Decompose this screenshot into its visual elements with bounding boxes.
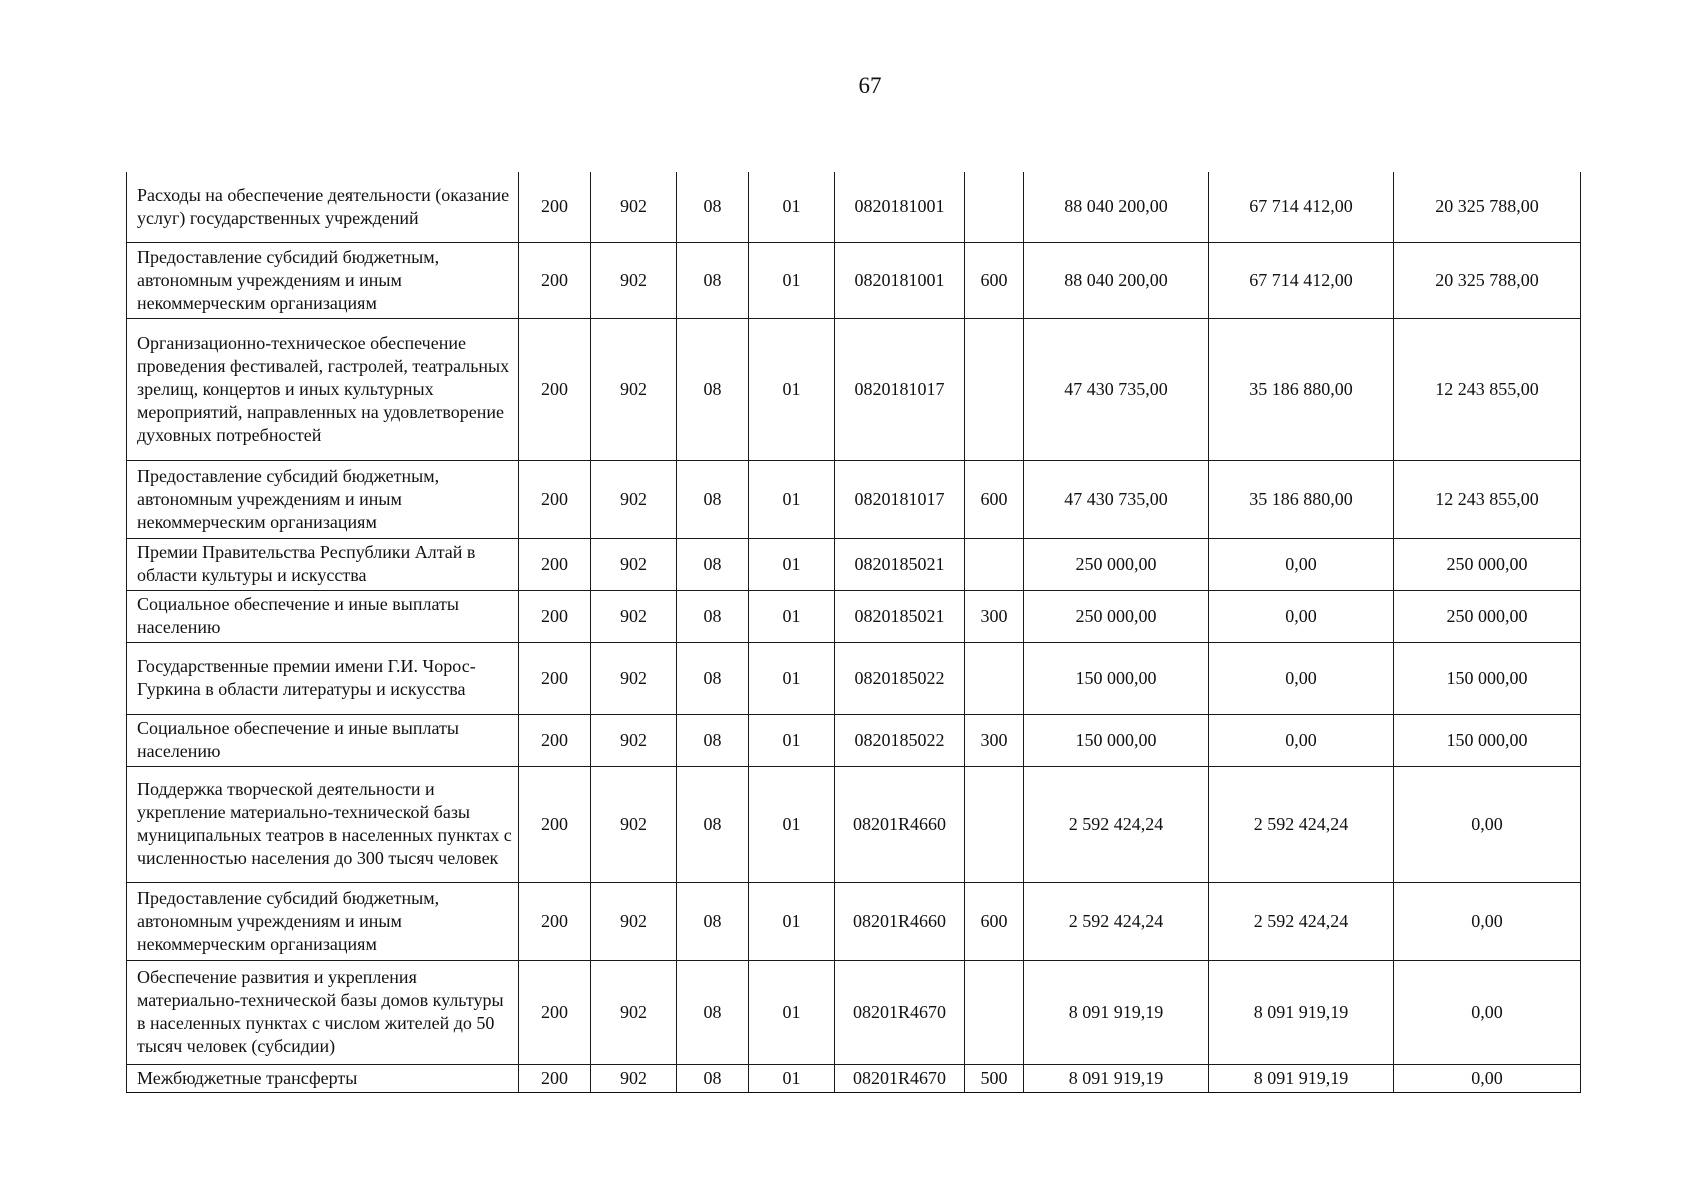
amount-total-cell: 250 000,00 — [1024, 538, 1209, 590]
expense-name-cell: Поддержка творческой деятельности и укрепление материально-технической базы муниципальных театров в населенных пунктах с численностью населения до 300 тысяч человек — [127, 766, 519, 882]
expense-name-cell: Предоставление субсидий бюджетным, автономным учреждениям и иным некоммерческим организациям — [127, 460, 519, 538]
amount-regional-cell: 0,00 — [1394, 1064, 1581, 1092]
amount-total-cell: 47 430 735,00 — [1024, 460, 1209, 538]
table-row — [127, 538, 1581, 590]
expense-name-cell: Расходы на обеспечение деятельности (оказание услуг) государственных учреждений — [127, 172, 519, 242]
ministry-cell: 902 — [591, 590, 677, 642]
amount-federal-cell: 8 091 919,19 — [1209, 1064, 1394, 1092]
amount-regional-cell: 12 243 855,00 — [1394, 318, 1581, 460]
amount-federal-cell: 67 714 412,00 — [1209, 242, 1394, 318]
subsection-cell: 01 — [749, 960, 835, 1064]
expense-name-cell: Межбюджетные трансферты — [127, 1064, 519, 1092]
target-article-cell: 0820185021 — [835, 538, 965, 590]
code-cell: 200 — [519, 1064, 591, 1092]
page-number: 67 — [858, 73, 882, 98]
target-article-cell: 0820185021 — [835, 590, 965, 642]
amount-regional-cell: 12 243 855,00 — [1394, 460, 1581, 538]
target-article-cell: 0820181017 — [835, 460, 965, 538]
ministry-cell: 902 — [591, 538, 677, 590]
section-cell: 08 — [677, 1064, 749, 1092]
amount-regional-cell: 150 000,00 — [1394, 642, 1581, 714]
amount-federal-cell: 0,00 — [1209, 590, 1394, 642]
ministry-cell: 902 — [591, 960, 677, 1064]
table-row — [127, 766, 1581, 882]
expense-name-cell: Обеспечение развития и укрепления материально-технической базы домов культуры в населенных пунктах с числом жителей до 50 тысяч человек (субсидии) — [127, 960, 519, 1064]
table-row — [127, 882, 1581, 960]
code-cell: 200 — [519, 960, 591, 1064]
code-cell: 200 — [519, 882, 591, 960]
amount-total-cell: 88 040 200,00 — [1024, 172, 1209, 242]
expense-name-cell: Государственные премии имени Г.И. Чорос-Гуркина в области литературы и искусства — [127, 642, 519, 714]
amount-federal-cell: 2 592 424,24 — [1209, 882, 1394, 960]
section-cell: 08 — [677, 460, 749, 538]
section-cell: 08 — [677, 766, 749, 882]
expense-type-cell: 600 — [965, 460, 1024, 538]
amount-regional-cell: 250 000,00 — [1394, 590, 1581, 642]
amount-total-cell: 2 592 424,24 — [1024, 882, 1209, 960]
subsection-cell: 01 — [749, 538, 835, 590]
amount-regional-cell: 0,00 — [1394, 766, 1581, 882]
amount-federal-cell: 2 592 424,24 — [1209, 766, 1394, 882]
subsection-cell: 01 — [749, 172, 835, 242]
table-row — [127, 642, 1581, 714]
subsection-cell: 01 — [749, 242, 835, 318]
table-row — [127, 714, 1581, 766]
code-cell: 200 — [519, 538, 591, 590]
ministry-cell: 902 — [591, 642, 677, 714]
code-cell: 200 — [519, 766, 591, 882]
ministry-cell: 902 — [591, 882, 677, 960]
code-cell: 200 — [519, 242, 591, 318]
amount-total-cell: 88 040 200,00 — [1024, 242, 1209, 318]
target-article-cell: 0820181017 — [835, 318, 965, 460]
expense-type-cell — [965, 172, 1024, 242]
table-row — [127, 172, 1581, 242]
expense-type-cell: 300 — [965, 590, 1024, 642]
section-cell: 08 — [677, 960, 749, 1064]
section-cell: 08 — [677, 714, 749, 766]
section-cell: 08 — [677, 538, 749, 590]
amount-regional-cell: 150 000,00 — [1394, 714, 1581, 766]
ministry-cell: 902 — [591, 318, 677, 460]
target-article-cell: 08201R4660 — [835, 882, 965, 960]
target-article-cell: 0820181001 — [835, 242, 965, 318]
section-cell: 08 — [677, 882, 749, 960]
target-article-cell: 0820181001 — [835, 172, 965, 242]
amount-total-cell: 150 000,00 — [1024, 642, 1209, 714]
expense-type-cell — [965, 538, 1024, 590]
amount-federal-cell: 0,00 — [1209, 642, 1394, 714]
target-article-cell: 0820185022 — [835, 642, 965, 714]
expense-type-cell — [965, 642, 1024, 714]
subsection-cell: 01 — [749, 642, 835, 714]
table-body — [127, 172, 1581, 1092]
section-cell: 08 — [677, 242, 749, 318]
section-cell: 08 — [677, 172, 749, 242]
amount-total-cell: 47 430 735,00 — [1024, 318, 1209, 460]
table-row — [127, 242, 1581, 318]
code-cell: 200 — [519, 590, 591, 642]
amount-total-cell: 250 000,00 — [1024, 590, 1209, 642]
code-cell: 200 — [519, 172, 591, 242]
code-cell: 200 — [519, 642, 591, 714]
subsection-cell: 01 — [749, 766, 835, 882]
ministry-cell: 902 — [591, 1064, 677, 1092]
expense-type-cell — [965, 960, 1024, 1064]
amount-regional-cell: 250 000,00 — [1394, 538, 1581, 590]
subsection-cell: 01 — [749, 590, 835, 642]
subsection-cell: 01 — [749, 882, 835, 960]
expense-name-cell: Предоставление субсидий бюджетным, автономным учреждениям и иным некоммерческим организациям — [127, 242, 519, 318]
expense-name-cell: Предоставление субсидий бюджетным, автономным учреждениям и иным некоммерческим организациям — [127, 882, 519, 960]
section-cell: 08 — [677, 318, 749, 460]
code-cell: 200 — [519, 460, 591, 538]
expense-name-cell: Социальное обеспечение и иные выплаты населению — [127, 590, 519, 642]
amount-total-cell: 2 592 424,24 — [1024, 766, 1209, 882]
expense-type-cell: 300 — [965, 714, 1024, 766]
amount-regional-cell: 20 325 788,00 — [1394, 242, 1581, 318]
table-row — [127, 1064, 1581, 1092]
amount-regional-cell: 0,00 — [1394, 882, 1581, 960]
ministry-cell: 902 — [591, 766, 677, 882]
subsection-cell: 01 — [749, 714, 835, 766]
section-cell: 08 — [677, 590, 749, 642]
subsection-cell: 01 — [749, 460, 835, 538]
amount-total-cell: 150 000,00 — [1024, 714, 1209, 766]
table-row — [127, 960, 1581, 1064]
amount-total-cell: 8 091 919,19 — [1024, 960, 1209, 1064]
amount-regional-cell: 0,00 — [1394, 960, 1581, 1064]
ministry-cell: 902 — [591, 172, 677, 242]
amount-federal-cell: 67 714 412,00 — [1209, 172, 1394, 242]
budget-table — [126, 172, 1581, 1093]
amount-federal-cell: 0,00 — [1209, 538, 1394, 590]
expense-type-cell: 600 — [965, 242, 1024, 318]
table-row — [127, 460, 1581, 538]
ministry-cell: 902 — [591, 460, 677, 538]
expense-type-cell — [965, 766, 1024, 882]
target-article-cell: 0820185022 — [835, 714, 965, 766]
section-cell: 08 — [677, 642, 749, 714]
expense-name-cell: Организационно-техническое обеспечение проведения фестивалей, гастролей, театральных зрелищ, концертов и иных культурных мероприятий, направленных на удовлетворение духовных потребностей — [127, 318, 519, 460]
subsection-cell: 01 — [749, 1064, 835, 1092]
amount-federal-cell: 35 186 880,00 — [1209, 460, 1394, 538]
subsection-cell: 01 — [749, 318, 835, 460]
table-row — [127, 590, 1581, 642]
expense-name-cell: Социальное обеспечение и иные выплаты населению — [127, 714, 519, 766]
target-article-cell: 08201R4670 — [835, 1064, 965, 1092]
amount-federal-cell: 35 186 880,00 — [1209, 318, 1394, 460]
expense-name-cell: Премии Правительства Республики Алтай в области культуры и искусства — [127, 538, 519, 590]
code-cell: 200 — [519, 318, 591, 460]
amount-federal-cell: 8 091 919,19 — [1209, 960, 1394, 1064]
ministry-cell: 902 — [591, 714, 677, 766]
table-row — [127, 318, 1581, 460]
ministry-cell: 902 — [591, 242, 677, 318]
target-article-cell: 08201R4660 — [835, 766, 965, 882]
expense-type-cell — [965, 318, 1024, 460]
amount-total-cell: 8 091 919,19 — [1024, 1064, 1209, 1092]
amount-federal-cell: 0,00 — [1209, 714, 1394, 766]
expense-type-cell: 600 — [965, 882, 1024, 960]
amount-regional-cell: 20 325 788,00 — [1394, 172, 1581, 242]
code-cell: 200 — [519, 714, 591, 766]
expense-type-cell: 500 — [965, 1064, 1024, 1092]
target-article-cell: 08201R4670 — [835, 960, 965, 1064]
